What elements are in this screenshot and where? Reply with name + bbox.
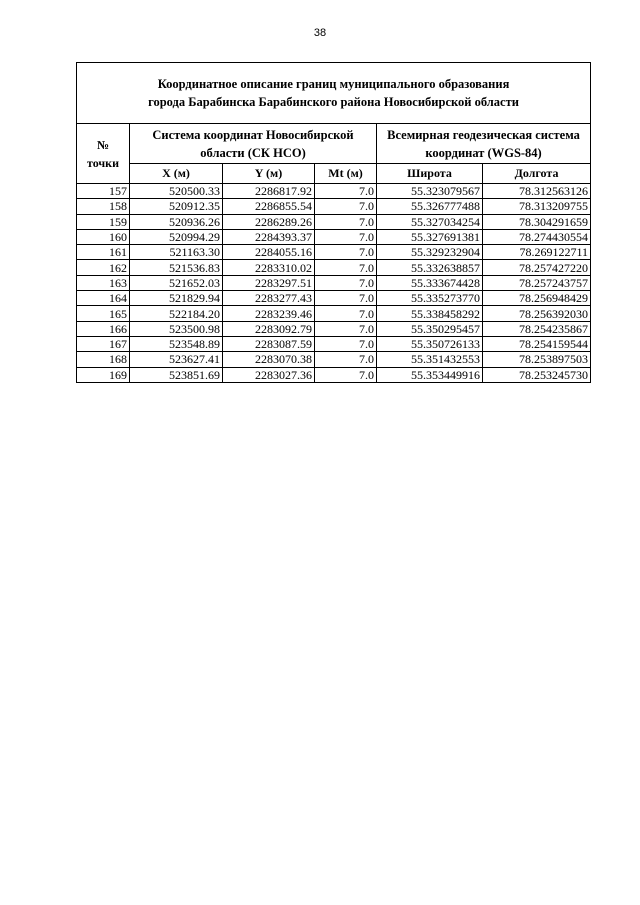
coordinates-table xyxy=(76,62,591,383)
page-number: 38 xyxy=(313,27,327,39)
table-title-line1: Координатное описание границ муниципального образования xyxy=(157,77,510,91)
cell-mt: 7.0 xyxy=(315,291,377,306)
table-title xyxy=(77,63,591,124)
cell-longitude: 78.274430554 xyxy=(483,229,591,244)
col-header-y: Y (м) xyxy=(223,164,315,184)
table-row xyxy=(77,229,591,244)
cell-latitude: 55.338458292 xyxy=(377,306,483,321)
cell-mt: 7.0 xyxy=(315,336,377,351)
cell-y: 2284393.37 xyxy=(223,229,315,244)
cell-point-number: 160 xyxy=(77,229,130,244)
cell-y: 2283087.59 xyxy=(223,336,315,351)
cell-y: 2284055.16 xyxy=(223,245,315,260)
cell-longitude: 78.254159544 xyxy=(483,336,591,351)
cell-latitude: 55.350295457 xyxy=(377,321,483,336)
col-header-mt: Mt (м) xyxy=(315,164,377,184)
table-row xyxy=(77,367,591,382)
cell-point-number: 158 xyxy=(77,199,130,214)
cell-longitude: 78.304291659 xyxy=(483,214,591,229)
col-header-point-label: точки xyxy=(86,155,120,170)
cell-latitude: 55.353449916 xyxy=(377,367,483,382)
group-header-nso-line1: Система координат Новосибирской xyxy=(152,127,354,142)
cell-y: 2283092.79 xyxy=(223,321,315,336)
table-row xyxy=(77,321,591,336)
table-row xyxy=(77,291,591,306)
cell-y: 2283310.02 xyxy=(223,260,315,275)
cell-point-number: 162 xyxy=(77,260,130,275)
table-row xyxy=(77,214,591,229)
cell-x: 520912.35 xyxy=(130,199,223,214)
cell-longitude: 78.269122711 xyxy=(483,245,591,260)
col-header-point-number xyxy=(77,124,130,184)
table-row xyxy=(77,260,591,275)
cell-latitude: 55.323079567 xyxy=(377,184,483,199)
cell-longitude: 78.257243757 xyxy=(483,275,591,290)
cell-y: 2283239.46 xyxy=(223,306,315,321)
cell-x: 523500.98 xyxy=(130,321,223,336)
cell-x: 520500.33 xyxy=(130,184,223,199)
cell-mt: 7.0 xyxy=(315,214,377,229)
cell-mt: 7.0 xyxy=(315,275,377,290)
cell-point-number: 169 xyxy=(77,367,130,382)
cell-y: 2283277.43 xyxy=(223,291,315,306)
cell-mt: 7.0 xyxy=(315,245,377,260)
cell-mt: 7.0 xyxy=(315,199,377,214)
cell-mt: 7.0 xyxy=(315,321,377,336)
cell-y: 2283297.51 xyxy=(223,275,315,290)
cell-point-number: 168 xyxy=(77,352,130,367)
cell-latitude: 55.327034254 xyxy=(377,214,483,229)
cell-x: 520994.29 xyxy=(130,229,223,244)
col-header-number-sign: № xyxy=(96,137,110,152)
cell-point-number: 157 xyxy=(77,184,130,199)
group-header-nso xyxy=(130,124,377,164)
cell-y: 2283070.38 xyxy=(223,352,315,367)
table-row xyxy=(77,306,591,321)
cell-y: 2283027.36 xyxy=(223,367,315,382)
group-header-wgs xyxy=(377,124,591,164)
table-row xyxy=(77,275,591,290)
cell-longitude: 78.254235867 xyxy=(483,321,591,336)
cell-x: 523851.69 xyxy=(130,367,223,382)
cell-y: 2286817.92 xyxy=(223,184,315,199)
cell-latitude: 55.335273770 xyxy=(377,291,483,306)
cell-longitude: 78.313209755 xyxy=(483,199,591,214)
cell-latitude: 55.329232904 xyxy=(377,245,483,260)
cell-x: 523548.89 xyxy=(130,336,223,351)
group-header-wgs-line2: координат (WGS-84) xyxy=(425,145,542,160)
cell-point-number: 164 xyxy=(77,291,130,306)
cell-mt: 7.0 xyxy=(315,367,377,382)
cell-x: 523627.41 xyxy=(130,352,223,367)
cell-y: 2286289.26 xyxy=(223,214,315,229)
col-header-longitude: Долгота xyxy=(483,164,591,184)
cell-latitude: 55.326777488 xyxy=(377,199,483,214)
cell-point-number: 165 xyxy=(77,306,130,321)
table-row xyxy=(77,336,591,351)
cell-x: 521652.03 xyxy=(130,275,223,290)
cell-point-number: 167 xyxy=(77,336,130,351)
cell-mt: 7.0 xyxy=(315,352,377,367)
cell-longitude: 78.312563126 xyxy=(483,184,591,199)
col-header-latitude: Широта xyxy=(377,164,483,184)
cell-mt: 7.0 xyxy=(315,184,377,199)
cell-longitude: 78.257427220 xyxy=(483,260,591,275)
cell-x: 521163.30 xyxy=(130,245,223,260)
group-header-nso-line2: области (СК НСО) xyxy=(200,145,306,160)
cell-longitude: 78.253897503 xyxy=(483,352,591,367)
cell-mt: 7.0 xyxy=(315,260,377,275)
cell-latitude: 55.350726133 xyxy=(377,336,483,351)
cell-longitude: 78.256948429 xyxy=(483,291,591,306)
cell-latitude: 55.351432553 xyxy=(377,352,483,367)
cell-x: 521829.94 xyxy=(130,291,223,306)
cell-longitude: 78.253245730 xyxy=(483,367,591,382)
table-title-line2: города Барабинска Барабинского района Новосибирской области xyxy=(148,95,519,109)
table-row xyxy=(77,184,591,199)
table-row xyxy=(77,199,591,214)
cell-latitude: 55.333674428 xyxy=(377,275,483,290)
cell-longitude: 78.256392030 xyxy=(483,306,591,321)
table-row xyxy=(77,352,591,367)
cell-point-number: 161 xyxy=(77,245,130,260)
group-header-wgs-line1: Всемирная геодезическая система xyxy=(387,127,580,142)
cell-x: 521536.83 xyxy=(130,260,223,275)
cell-mt: 7.0 xyxy=(315,229,377,244)
cell-x: 522184.20 xyxy=(130,306,223,321)
cell-latitude: 55.332638857 xyxy=(377,260,483,275)
cell-point-number: 166 xyxy=(77,321,130,336)
cell-y: 2286855.54 xyxy=(223,199,315,214)
cell-mt: 7.0 xyxy=(315,306,377,321)
cell-x: 520936.26 xyxy=(130,214,223,229)
col-header-x: X (м) xyxy=(130,164,223,184)
table-row xyxy=(77,245,591,260)
cell-point-number: 159 xyxy=(77,214,130,229)
cell-point-number: 163 xyxy=(77,275,130,290)
cell-latitude: 55.327691381 xyxy=(377,229,483,244)
